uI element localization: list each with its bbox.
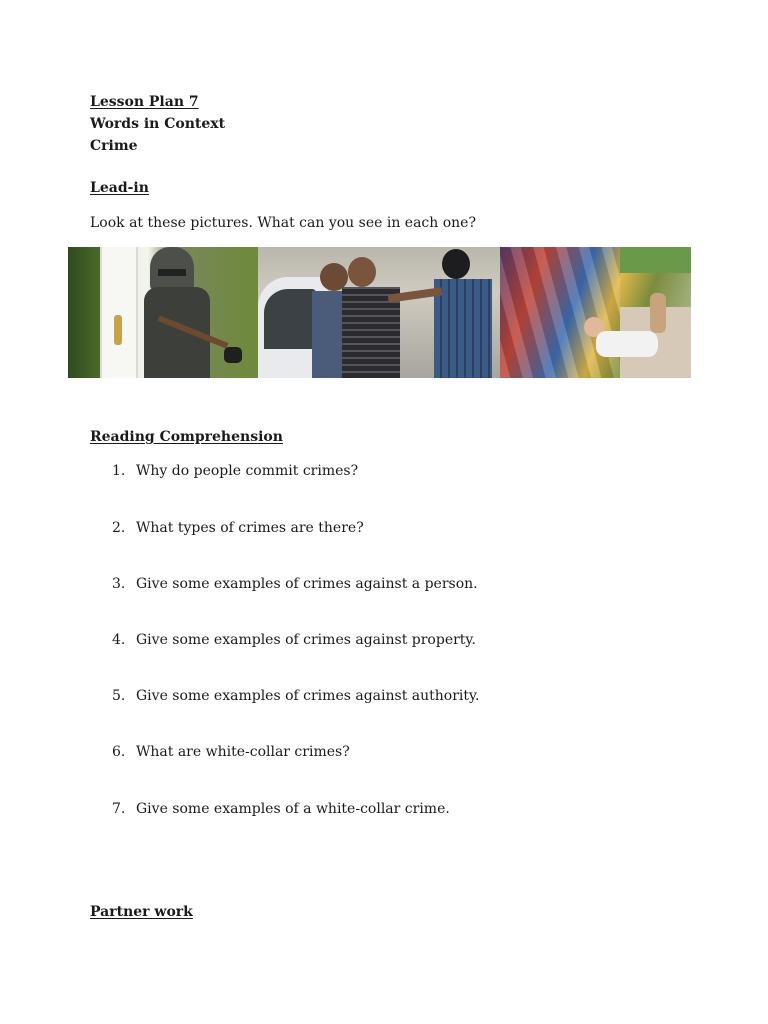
partner-work-heading: Partner work bbox=[90, 904, 193, 920]
lead-in-heading: Lead-in bbox=[90, 180, 149, 196]
question-number: 2. bbox=[112, 520, 126, 536]
reading-heading: Reading Comprehension bbox=[90, 429, 283, 445]
question-text: What types of crimes are there? bbox=[136, 520, 364, 536]
question-text: Give some examples of crimes against property. bbox=[136, 632, 476, 648]
burglar-photo bbox=[68, 247, 258, 378]
lesson-topic: Crime bbox=[90, 138, 138, 154]
question-number: 1. bbox=[112, 463, 126, 479]
question-text: Why do people commit crimes? bbox=[136, 463, 359, 479]
lesson-subtitle: Words in Context bbox=[90, 116, 226, 132]
photo-strip bbox=[68, 247, 691, 378]
question-number: 6. bbox=[112, 744, 126, 760]
question-text: Give some examples of crimes against authority. bbox=[136, 688, 480, 704]
arrest-photo bbox=[258, 247, 500, 378]
question-number: 5. bbox=[112, 688, 126, 704]
lesson-title: Lesson Plan 7 bbox=[90, 94, 199, 110]
graffiti-photo bbox=[500, 247, 691, 378]
question-number: 3. bbox=[112, 576, 126, 592]
question-text: Give some examples of a white-collar crime. bbox=[136, 801, 450, 817]
question-number: 7. bbox=[112, 801, 126, 817]
question-text: Give some examples of crimes against a person. bbox=[136, 576, 478, 592]
lead-in-prompt: Look at these pictures. What can you see in each one? bbox=[90, 215, 476, 231]
question-text: What are white-collar crimes? bbox=[136, 744, 350, 760]
question-number: 4. bbox=[112, 632, 126, 648]
